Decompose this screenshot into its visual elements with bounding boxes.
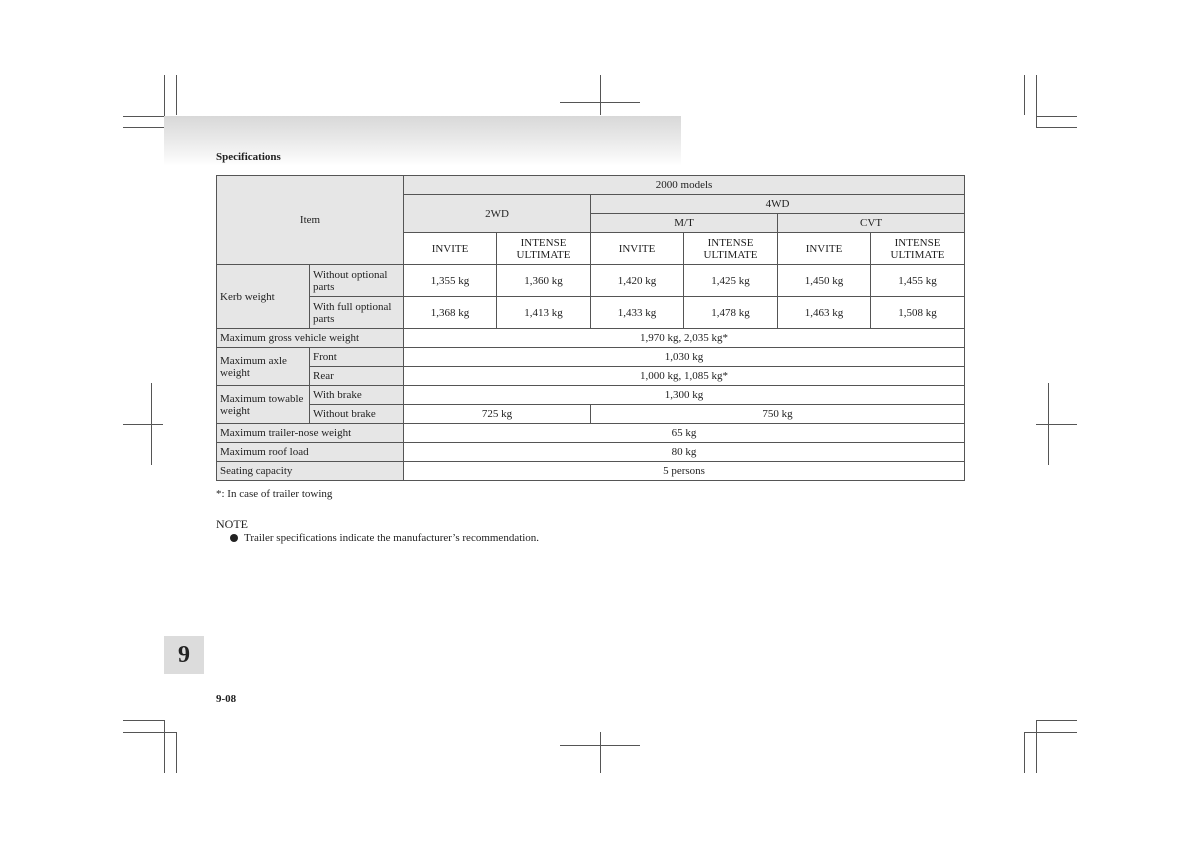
axle-front-label: Front	[310, 348, 404, 367]
trailer-nose-label: Maximum trailer-nose weight	[217, 424, 404, 443]
kerb-value: 1,463 kg	[778, 297, 871, 329]
page-number: 9-08	[216, 693, 237, 705]
with-brake-value: 1,300 kg	[404, 386, 965, 405]
kerb-value: 1,478 kg	[684, 297, 778, 329]
specifications-table	[216, 175, 965, 481]
models-header: 2000 models	[404, 176, 965, 195]
kerb-value: 1,420 kg	[591, 265, 684, 297]
seating-capacity-value: 5 persons	[404, 462, 965, 481]
note-text: Trailer specifications indicate the manufacturer’s recommendation.	[244, 532, 540, 544]
trailer-nose-value: 65 kg	[404, 424, 965, 443]
footnote: *: In case of trailer towing	[216, 488, 333, 500]
axle-rear-value: 1,000 kg, 1,085 kg*	[404, 367, 965, 386]
kerb-value: 1,425 kg	[684, 265, 778, 297]
without-brake-label: Without brake	[310, 405, 404, 424]
grade-header: INVITE	[591, 233, 684, 265]
with-brake-label: With brake	[310, 386, 404, 405]
kerb-sub-label: Without optional parts	[310, 265, 404, 297]
chapter-tab: 9	[164, 636, 204, 674]
roof-load-label: Maximum roof load	[217, 443, 404, 462]
kerb-value: 1,355 kg	[404, 265, 497, 297]
trans-cvt-header: CVT	[778, 214, 965, 233]
grade-header: INVITE	[404, 233, 497, 265]
grade-header: INVITE	[778, 233, 871, 265]
section-title: Specifications	[216, 151, 281, 163]
grade-header: INTENSE ULTIMATE	[871, 233, 965, 265]
kerb-value: 1,368 kg	[404, 297, 497, 329]
axle-rear-label: Rear	[310, 367, 404, 386]
towable-weight-label: Maximum towable weight	[217, 386, 310, 424]
kerb-value: 1,508 kg	[871, 297, 965, 329]
kerb-value: 1,433 kg	[591, 297, 684, 329]
gross-weight-value: 1,970 kg, 2,035 kg*	[404, 329, 965, 348]
grade-header: INTENSE ULTIMATE	[497, 233, 591, 265]
kerb-weight-label: Kerb weight	[217, 265, 310, 329]
kerb-value: 1,360 kg	[497, 265, 591, 297]
without-brake-4wd-value: 750 kg	[591, 405, 965, 424]
grade-header: INTENSE ULTIMATE	[684, 233, 778, 265]
item-header: Item	[217, 176, 404, 265]
note-title: NOTE	[216, 517, 248, 531]
without-brake-2wd-value: 725 kg	[404, 405, 591, 424]
kerb-value: 1,450 kg	[778, 265, 871, 297]
trans-mt-header: M/T	[591, 214, 778, 233]
axle-front-value: 1,030 kg	[404, 348, 965, 367]
note-item	[230, 532, 539, 544]
drive-4wd-header: 4WD	[591, 195, 965, 214]
bullet-icon	[230, 534, 238, 542]
seating-capacity-label: Seating capacity	[217, 462, 404, 481]
kerb-sub-label: With full optional parts	[310, 297, 404, 329]
roof-load-value: 80 kg	[404, 443, 965, 462]
kerb-value: 1,413 kg	[497, 297, 591, 329]
drive-2wd-header: 2WD	[404, 195, 591, 233]
kerb-value: 1,455 kg	[871, 265, 965, 297]
gross-weight-label: Maximum gross vehicle weight	[217, 329, 404, 348]
axle-weight-label: Maximum axle weight	[217, 348, 310, 386]
